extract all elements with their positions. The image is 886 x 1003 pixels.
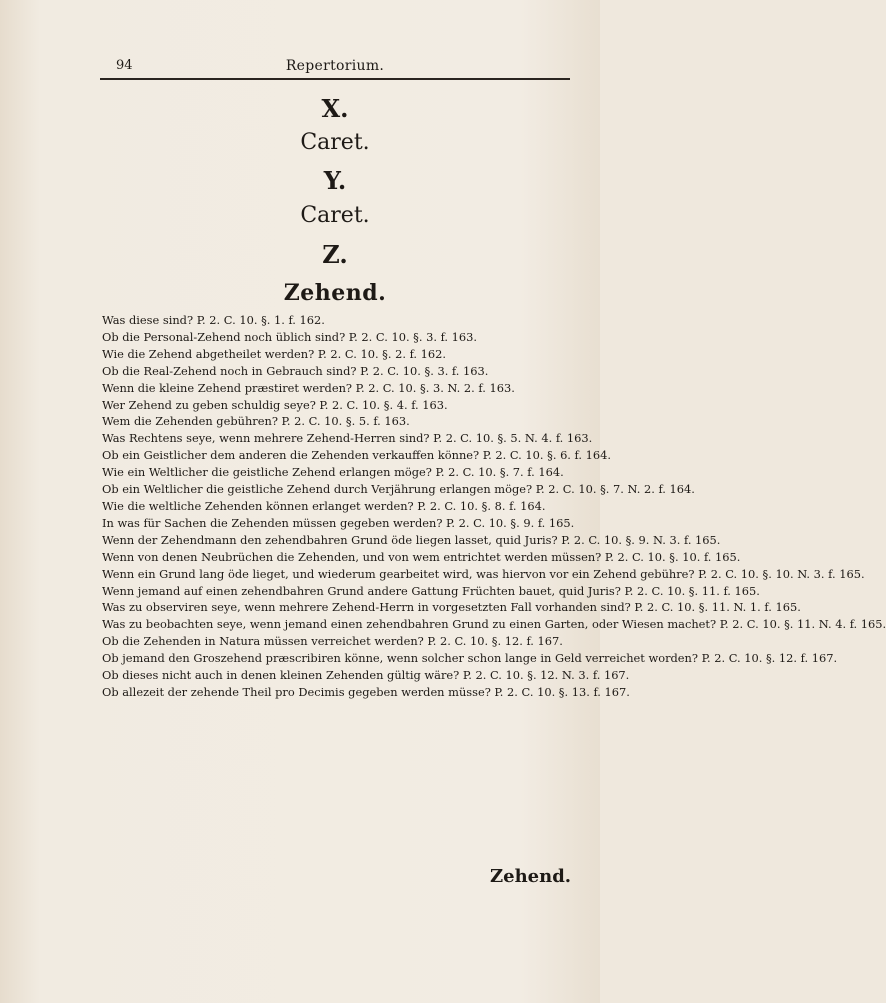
index-entry: Wenn der Zehendmann den zehendbahren Grund öde liegen lasset, quid Juris? P. 2. C. 10. §. 9. N. 3. f. 165. [102,532,721,547]
index-entry: Ob die Personal-Zehend noch üblich sind? P. 2. C. 10. §. 3. f. 163. [102,329,478,344]
caret-note-x: Caret. [300,130,370,155]
page-number: 94 [116,58,133,73]
section-letter-z: Z. [322,240,348,269]
index-entry: Wenn jemand auf einen zehendbahren Grund andere Gattung Früchten bauet, quid Juris? P. 2. C. 10. §. 11. f. 165. [102,583,760,598]
index-entry: Was diese sind? P. 2. C. 10. §. 1. f. 162. [102,313,325,327]
index-entry: Wie die Zehend abgetheilet werden? P. 2. C. 10. §. 2. f. 162. [102,346,447,361]
index-entry: Wenn von denen Neubrüchen die Zehenden, und von wem entrichtet werden müssen? P. 2. C. 10. §. 10. f. 165. [102,549,741,564]
section-letter-y: Y. [323,166,347,195]
index-entry: Ob dieses nicht auch in denen kleinen Zehenden gültig wäre? P. 2. C. 10. §. 12. N. 3. f. 167. [102,668,630,683]
index-entry: Ob allezeit der zehende Theil pro Decimis gegeben werden müsse? P. 2. C. 10. §. 13. f. 167. [102,684,630,699]
index-entry: Ob die Real-Zehend noch in Gebrauch sind? P. 2. C. 10. §. 3. f. 163. [102,363,489,378]
index-entry: Wer Zehend zu geben schuldig seye? P. 2. C. 10. §. 4. f. 163. [102,397,448,412]
caret-note-y: Caret. [300,203,370,228]
index-entry: Wenn die kleine Zehend præstiret werden? P. 2. C. 10. §. 3. N. 2. f. 163. [102,380,515,395]
index-entry: Was Rechtens seye, wenn mehrere Zehend-Herren sind? P. 2. C. 10. §. 5. N. 4. f. 163. [102,431,593,446]
section-heading-zehend: Zehend. [283,280,387,306]
index-entry: Was zu observiren seye, wenn mehrere Zehend-Herrn in vorgesetzten Fall vorhanden sind? P. 2. C. 10. §. 11. N. 1. f. 165. [102,600,801,615]
index-entry: Wie die weltliche Zehenden können erlanget werden? P. 2. C. 10. §. 8. f. 164. [102,498,546,513]
catchword: Zehend. [490,866,572,887]
index-entry: Wem die Zehenden gebühren? P. 2. C. 10. §. 5. f. 163. [102,414,410,429]
index-entry: Was zu beobachten seye, wenn jemand einen zehendbahren Grund zu einen Garten, oder Wiesen machet? P. 2. C. 10. §. 11. N. 4. f. 165. [102,617,886,632]
section-letter-x: X. [321,94,349,123]
running-title: Repertorium. [285,58,385,74]
index-entry: Ob ein Geistlicher dem anderen die Zehenden verkauffen könne? P. 2. C. 10. §. 6. f. 164. [102,448,611,463]
index-entry: In was für Sachen die Zehenden müssen gegeben werden? P. 2. C. 10. §. 9. f. 165. [102,515,575,530]
page-header [100,56,570,80]
index-entry: Ob ein Weltlicher die geistliche Zehend durch Verjährung erlangen möge? P. 2. C. 10. §. 7. N. 2. f. 164. [102,482,695,497]
index-entry: Ob die Zehenden in Natura müssen verreichet werden? P. 2. C. 10. §. 12. f. 167. [102,634,563,649]
index-entries [102,312,886,701]
index-entry: Ob jemand den Groszehend præscribiren könne, wenn solcher schon lange in Geld verreichet worden? P. 2. C. 10. §. 12. f. 167. [102,651,838,666]
index-entry: Wenn ein Grund lang öde lieget, und wiederum gearbeitet wird, was hiervon vor ein Zehend gebühre? P. 2. C. 10. §. 10. N. 3. f. 165. [102,566,865,581]
index-entry: Wie ein Weltlicher die geistliche Zehend erlangen möge? P. 2. C. 10. §. 7. f. 164. [102,465,564,480]
